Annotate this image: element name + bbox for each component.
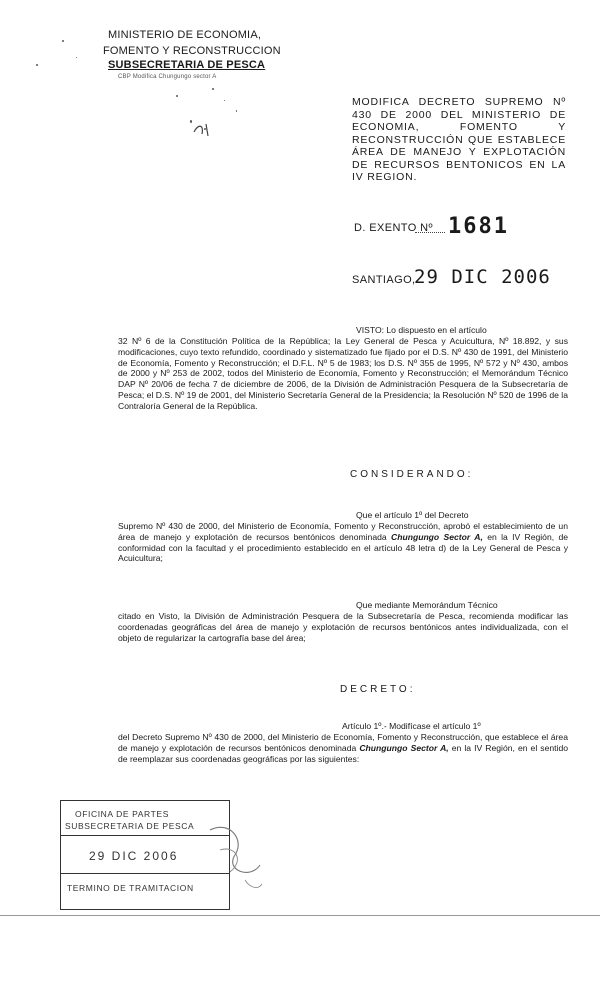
articulo-1-lead: Artículo 1º.- Modifícase el artículo 1º <box>342 721 481 731</box>
articulo-1-paragraph <box>118 732 568 764</box>
decree-number-stamp: 1681 <box>448 214 509 239</box>
decree-title: MODIFICA DECRETO SUPREMO Nº 430 DE 2000 DEL MINISTERIO DE ECONOMIA, FOMENTO Y RECONSTRUCCIÓN QUE ESTABLECE ÁREA DE MANEJO Y EXPLOTACIÓN DE RECURSOS BENTONICOS EN LA IV REGION. <box>352 96 566 183</box>
stamp-line-1: OFICINA DE PARTES <box>75 809 169 819</box>
subsecretaria-name: SUBSECRETARIA DE PESCA <box>108 59 266 71</box>
area-name: Chungungo Sector A, <box>390 531 483 542</box>
considerando-1-paragraph <box>118 521 568 564</box>
stamp-line-4: TERMINO DE TRAMITACION <box>67 883 194 893</box>
decreto-heading: DECRETO: <box>340 684 416 695</box>
considerando-heading: CONSIDERANDO: <box>350 469 474 480</box>
handwritten-mark <box>190 118 220 142</box>
file-reference: CBP Modifica Chungungo sector A <box>118 74 217 80</box>
considerando-2-lead: Que mediante Memorándum Técnico <box>356 600 498 610</box>
decree-place: SANTIAGO, <box>352 274 416 286</box>
handwritten-initials <box>190 810 270 900</box>
decree-number-underline <box>415 232 445 233</box>
considerando-1-text-b: en la IV Región, de conformidad con la facultad y el procedimiento establecido en el artículo 48 letra d) de la Ley General de Pesca y Acuicultura; <box>118 531 569 564</box>
area-name: Chungungo Sector A, <box>359 742 449 753</box>
decree-exento-label: D. EXENTO Nº <box>354 222 433 234</box>
visto-lead: VISTO: Lo dispuesto en el artículo <box>356 325 487 335</box>
decree-date-stamp: 29 DIC 2006 <box>414 266 551 288</box>
ministry-name-line1: MINISTERIO DE ECONOMIA, <box>108 29 262 41</box>
stamp-date: 29 DIC 2006 <box>89 849 179 863</box>
page-bottom-rule <box>0 915 600 916</box>
visto-paragraph: 32 Nº 6 de la Constitución Política de la República; la Ley General de Pesca y Acuicultura, Nº 18.892, y sus modificaciones, cuyo texto refundido, coordinado y sistematizado fue fijado por el D.S. Nº 430 de 1991, del Ministerio de Economía, Fomento y Reconstrucción; el D.F.L. Nº 5 de 1983; los D.S. Nº 355 de 1995, Nº 572 y Nº 430, ambos de 2000 y Nº 253 de 2002, todos del Ministerio de Economía, Fomento y Reconstrucción; el Memorándum Técnico DAP Nº 20/06 de fecha 7 de diciembre de 2006, de la División de Administración Pesquera de la Subsecretaría de Pesca; el D.S. Nº 19 de 2001, del Ministerio Secretaría General de la Presidencia; la Resolución Nº 520 de 1996 de la Contraloría General de la República. <box>118 336 568 411</box>
considerando-2-paragraph: citado en Visto, la División de Administración Pesquera de la Subsecretaría de Pesca, recomienda modificar las coordenadas geográficas del área de manejo y explotación de recursos bentónicos antes individualizada, con el objeto de regularizar la cartografía base del área; <box>118 611 568 643</box>
ministry-name-line2: FOMENTO Y RECONSTRUCCION <box>103 45 281 57</box>
stamp-line-2: SUBSECRETARIA DE PESCA <box>65 821 195 831</box>
articulo-1-text-a: del Decreto Supremo Nº 430 de 2000, del Ministerio de Economía, Fomento y Reconstrucción, que establece el área de manejo y explotación de recursos bentónicos denominada <box>118 732 568 753</box>
considerando-1-text-a: Supremo Nº 430 de 2000, del Ministerio de Economía, Fomento y Reconstrucción, aprobó el establecimiento de un área de manejo y explotación de recursos bentónicos denominada <box>118 521 568 542</box>
considerando-1-lead: Que el artículo 1º del Decreto <box>356 510 469 520</box>
articulo-1-text-b: en la IV Región, en el sentido de reemplazar sus coordenadas geográficas por las siguientes: <box>118 742 569 764</box>
